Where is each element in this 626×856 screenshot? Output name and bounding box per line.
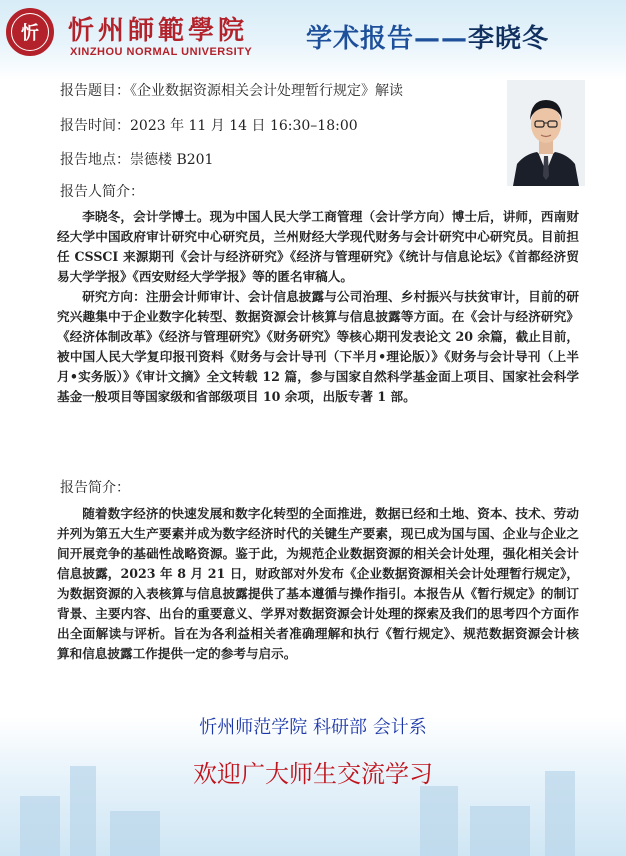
speaker-research-paragraph: 研究方向：注册会计师审计、会计信息披露与公司治理、乡村振兴与扶贫审计，目前的研究兴趣集中于企业数字化转型、数据资源会计核算与信息披露等方面。在《会计与经济研究》《经济体制改革》《经济与管理研究》《财务研究》等核心期刊发表论文 20 余篇，截止目前，被中国人民大学复印报刊资料《财务与会计导刊（下半月•理论版）》《财务与会计导刊（上半月•实务版）》《审计文摘》全文转载 12 篇，参与国家自然科学基金面上项目、国家社会科学基金一般项目等国家级和省部级项目 10 余项，出版专著 1 部。: [57, 289, 579, 404]
organizers: 忻州师范学院 科研部 会计系: [199, 717, 427, 738]
university-logo-english: XINZHOU NORMAL UNIVERSITY: [70, 46, 253, 58]
speaker-photo: [507, 80, 585, 186]
speaker-intro-paragraph: 李晓冬，会计学博士。现为中国人民大学工商管理（会计学方向）博士后，讲师，西南财经大学中国政府审计研究中心研究员，兰州财经大学现代财务与会计研究中心研究员。目前担任 CSSCI 来源期刊《会计与经济研究》《经济与管理研究》《统计与信息论坛》《首都经济贸易大学学报》《西安财经大学学报》等的匿名审稿人。: [57, 209, 579, 284]
title-prefix: 学术报告——: [306, 24, 469, 54]
report-topic: 报告题目：《企业数据资源相关会计处理暂行规定》解读: [60, 83, 403, 99]
report-intro-label: 报告简介：: [60, 480, 130, 496]
report-intro-text: [57, 504, 579, 664]
speaker-intro-label: 报告人简介：: [60, 184, 144, 200]
page-title: [306, 18, 549, 55]
report-intro-paragraph: 随着数字经济的快速发展和数字化转型的全面推进，数据已经和土地、资本、技术、劳动并列为第五大生产要素并成为数字经济时代的关键生产要素，现已成为国与国、企业与企业之间开展竞争的基础性战略资源。鉴于此，为规范企业数据资源的相关会计处理，强化相关会计信息披露，2023 年 8 月 21 日，财政部对外发布《企业数据资源相关会计处理暂行规定》，为数据资源的入表核算与信息披露提供了基本遵循与操作指引。本报告从《暂行规定》的制订背景、主要内容、出台的重要意义、学界对数据资源会计处理的探索及我们的思考四个方面作出全面解读与评析。旨在为各利益相关者准确理解和执行《暂行规定》、规范数据资源会计核算和信息披露工作提供一定的参考与启示。: [57, 506, 579, 661]
speaker-intro-text: [57, 207, 579, 407]
welcome-message: 欢迎广大师生交流学习: [193, 760, 433, 788]
seal-char: 忻: [11, 13, 49, 51]
report-place: 报告地点：崇德楼 B201: [60, 152, 214, 168]
speaker-portrait-icon: [507, 80, 585, 186]
university-logo-text: 忻州師範學院: [68, 16, 249, 46]
title-speaker: 李晓冬: [468, 24, 550, 54]
university-seal-icon: [6, 8, 54, 56]
report-time: 报告时间：2023 年 11 月 14 日 16:30–18:00: [60, 118, 358, 134]
